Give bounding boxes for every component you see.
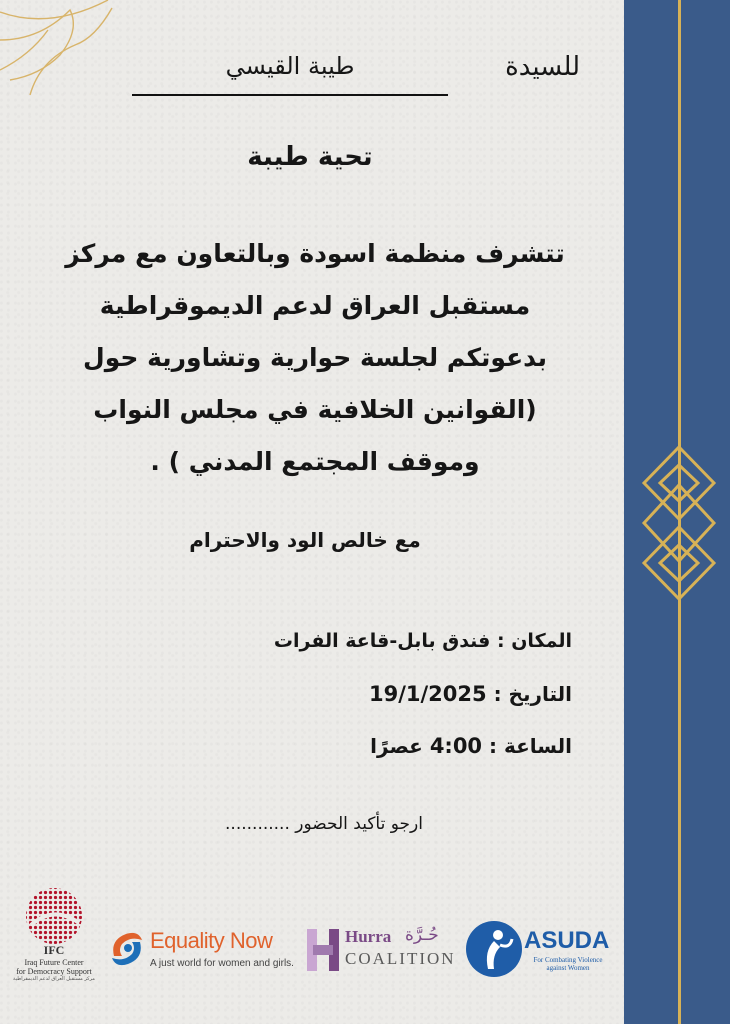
asuda-tagline: For Combating Violence against Women	[533, 956, 603, 972]
body-line: تتشرف منظمة اسودة وبالتعاون مع مركز	[65, 239, 565, 268]
body-line: (القوانين الخلافية في مجلس النواب	[93, 395, 537, 424]
equality-now-icon	[108, 926, 146, 970]
equality-now-logo	[108, 922, 298, 974]
date-value: 19/1/2025	[368, 682, 487, 706]
greeting: تحية طيبة	[247, 142, 373, 172]
hurra-coalition-logo	[305, 925, 455, 975]
hurra-coalition-word: COALITION	[345, 949, 456, 968]
time-suffix: عصرًا	[370, 734, 423, 758]
equality-now-title: Equality Now	[150, 928, 273, 953]
place-label: المكان :	[497, 630, 572, 652]
ifc-name-line1: Iraq Future Center	[24, 958, 84, 967]
asuda-emblem-icon	[464, 919, 524, 979]
date-label: التاريخ :	[493, 682, 572, 706]
corner-ornament	[0, 0, 115, 95]
equality-now-tagline: A just world for women and girls.	[150, 958, 294, 969]
name-underline	[132, 94, 448, 96]
asuda-word: ASUDA	[524, 927, 610, 954]
hurra-arabic: حُـرَّة	[405, 925, 439, 945]
closing-line: مع خالص الود والاحترام	[189, 528, 421, 552]
ifc-arabic-name: مركز مستقبل العراق لدعم الديمقراطية	[13, 976, 95, 982]
asuda-logo	[464, 917, 610, 983]
event-date	[250, 682, 572, 706]
hurra-word: Hurra	[345, 927, 392, 946]
ifc-abbr: IFC	[43, 943, 65, 957]
ifc-name-line2: for Democracy Support	[16, 967, 92, 976]
time-value: 4:00	[429, 734, 483, 758]
body-line: بدعوتكم لجلسة حوارية وتشاورية حول	[83, 343, 547, 372]
salutation-label: للسيدة	[505, 52, 580, 82]
diamond-ornament	[636, 443, 722, 603]
rsvp-note: ارجو تأكيد الحضور ............	[225, 814, 423, 834]
place-value: فندق بابل-قاعة الفرات	[273, 630, 491, 652]
time-label: الساعة :	[489, 734, 572, 758]
ifc-logo	[8, 885, 100, 997]
event-place	[250, 630, 572, 652]
body-line: مستقبل العراق لدعم الديموقراطية	[99, 291, 531, 320]
recipient-name: طيبة القيسي	[225, 52, 355, 80]
invitation-body	[60, 228, 570, 488]
ifc-globe-icon	[23, 885, 85, 947]
body-line: وموقف المجتمع المدني ) .	[150, 447, 480, 476]
hurra-h-icon	[305, 927, 341, 973]
event-time	[250, 734, 572, 758]
